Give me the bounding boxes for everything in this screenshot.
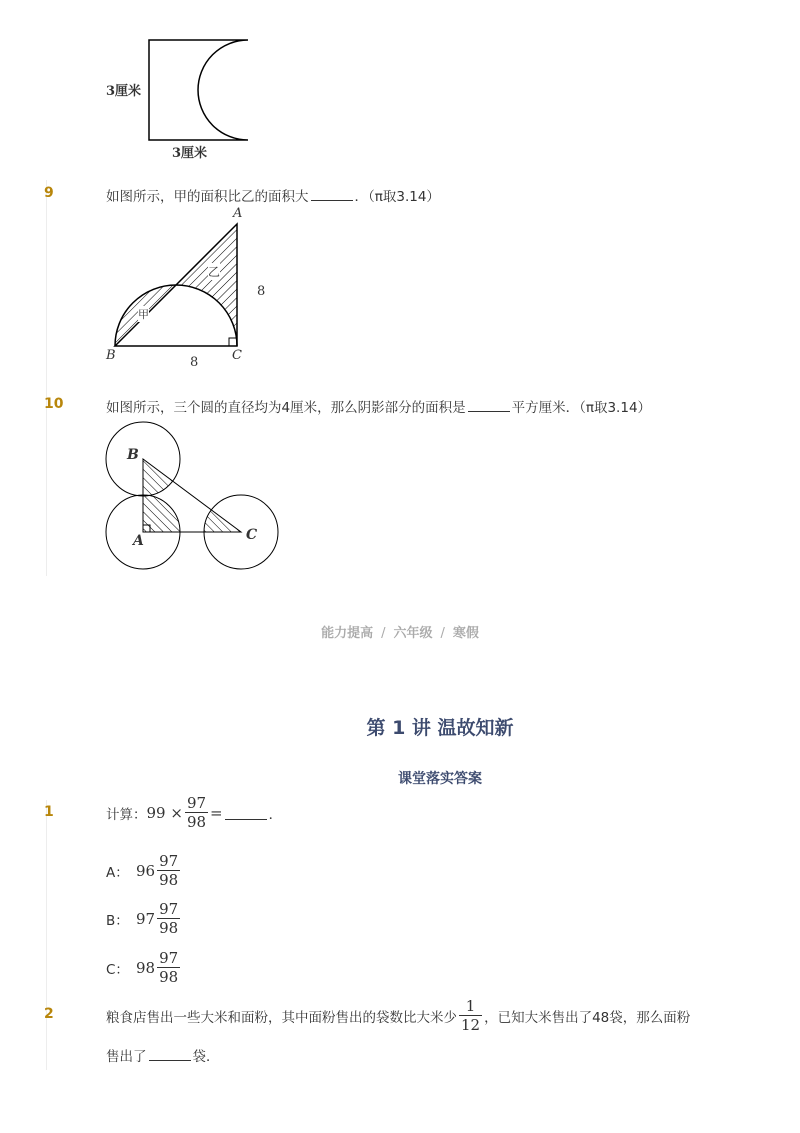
option-label: A： <box>106 864 129 881</box>
q9-label-yi: 乙 <box>208 265 221 279</box>
q9-side-bottom: 8 <box>190 355 199 370</box>
lecture-title: 第 1 讲 温故知新 <box>366 717 514 739</box>
fraction-denominator: 98 <box>186 813 207 831</box>
question-9-text <box>106 185 440 205</box>
equals-sign: = <box>210 803 223 822</box>
right-angle-marker <box>229 338 237 346</box>
option-fraction <box>157 949 180 986</box>
answer-1-text <box>106 794 282 831</box>
q9-label-jia: 甲 <box>138 308 149 321</box>
fraction <box>185 794 208 831</box>
answer-blank[interactable] <box>225 805 267 820</box>
fraction-denominator: 98 <box>159 968 179 986</box>
fraction-numerator: 97 <box>186 794 207 812</box>
answer-1-prefix: 计算： <box>106 806 147 823</box>
q10-label-b: B <box>127 447 139 463</box>
answer-2-text-after: ，已知大米售出了48袋，那么面粉 <box>484 1009 691 1026</box>
question-number: 9 <box>44 185 54 201</box>
question-9-text-before: 如图所示，甲的面积比乙的面积大 <box>106 189 309 205</box>
q10-label-c: C <box>246 527 258 543</box>
question-9-text-after: ．（π取3.14） <box>354 189 440 205</box>
fraction-numerator: 1 <box>465 997 476 1015</box>
q9-label-c: C <box>232 348 242 363</box>
answer-2-line2-after: 袋． <box>192 1049 220 1065</box>
rect-with-semicircle-cut <box>149 40 248 140</box>
lecture-subtitle: 课堂落实答案 <box>398 771 482 787</box>
question-divider <box>46 800 47 1000</box>
figure-three-circles <box>100 418 285 573</box>
fraction-denominator: 98 <box>159 871 179 889</box>
fraction-denominator: 12 <box>461 1016 481 1034</box>
figure-triangle-semicircle <box>100 205 280 375</box>
footer-part2: 六年级 <box>393 626 433 641</box>
footer-part3: 寒假 <box>452 626 479 641</box>
option-fraction <box>157 852 180 889</box>
fraction <box>459 997 482 1034</box>
option-whole: 96 <box>136 861 156 880</box>
option-c[interactable] <box>106 949 182 986</box>
question-number: 10 <box>44 396 64 412</box>
option-fraction <box>157 900 180 937</box>
q10-label-a: A <box>133 533 144 549</box>
q9-label-b: B <box>106 348 116 363</box>
answer-2-text-before: 粮食店售出一些大米和面粉，其中面粉售出的袋数比大米少 <box>106 1009 457 1026</box>
answer-blank[interactable] <box>149 1046 191 1061</box>
q9-side-right: 8 <box>257 284 266 299</box>
question-10-text-after: 平方厘米．（π取3.14） <box>511 400 652 416</box>
footer-part1: 能力提高 <box>321 626 374 641</box>
option-a[interactable] <box>106 852 182 889</box>
footer-sep: / <box>381 626 386 641</box>
footer-sep: / <box>440 626 445 641</box>
fraction-numerator: 97 <box>159 949 179 967</box>
page-footer <box>0 622 800 641</box>
option-whole: 97 <box>136 909 156 928</box>
question-number: 1 <box>44 804 54 820</box>
question-number: 2 <box>44 1006 54 1022</box>
question-divider <box>46 180 47 400</box>
question-10-text <box>106 396 651 416</box>
q9-label-a: A <box>233 206 243 221</box>
answer-blank[interactable] <box>311 186 353 201</box>
fig8-left-label: 3厘米 <box>106 84 142 99</box>
fraction-numerator: 97 <box>159 900 179 918</box>
option-label: C： <box>106 961 129 978</box>
fraction-numerator: 97 <box>159 852 179 870</box>
answer-2-line2 <box>106 1045 220 1065</box>
answer-blank[interactable] <box>468 397 510 412</box>
question-10-text-before: 如图所示，三个圆的直径均为4厘米，那么阴影部分的面积是 <box>106 400 466 416</box>
question-divider <box>46 396 47 576</box>
fraction-denominator: 98 <box>159 919 179 937</box>
option-b[interactable] <box>106 900 182 937</box>
answer-2-line2-before: 售出了 <box>106 1049 147 1065</box>
option-whole: 98 <box>136 958 156 977</box>
option-label: B： <box>106 912 129 929</box>
fig8-bottom-label: 3厘米 <box>172 146 208 161</box>
answer-1-suffix: ． <box>268 806 283 823</box>
answer-2-line1 <box>106 997 690 1034</box>
answer-1-expr: 99 × <box>146 803 183 822</box>
